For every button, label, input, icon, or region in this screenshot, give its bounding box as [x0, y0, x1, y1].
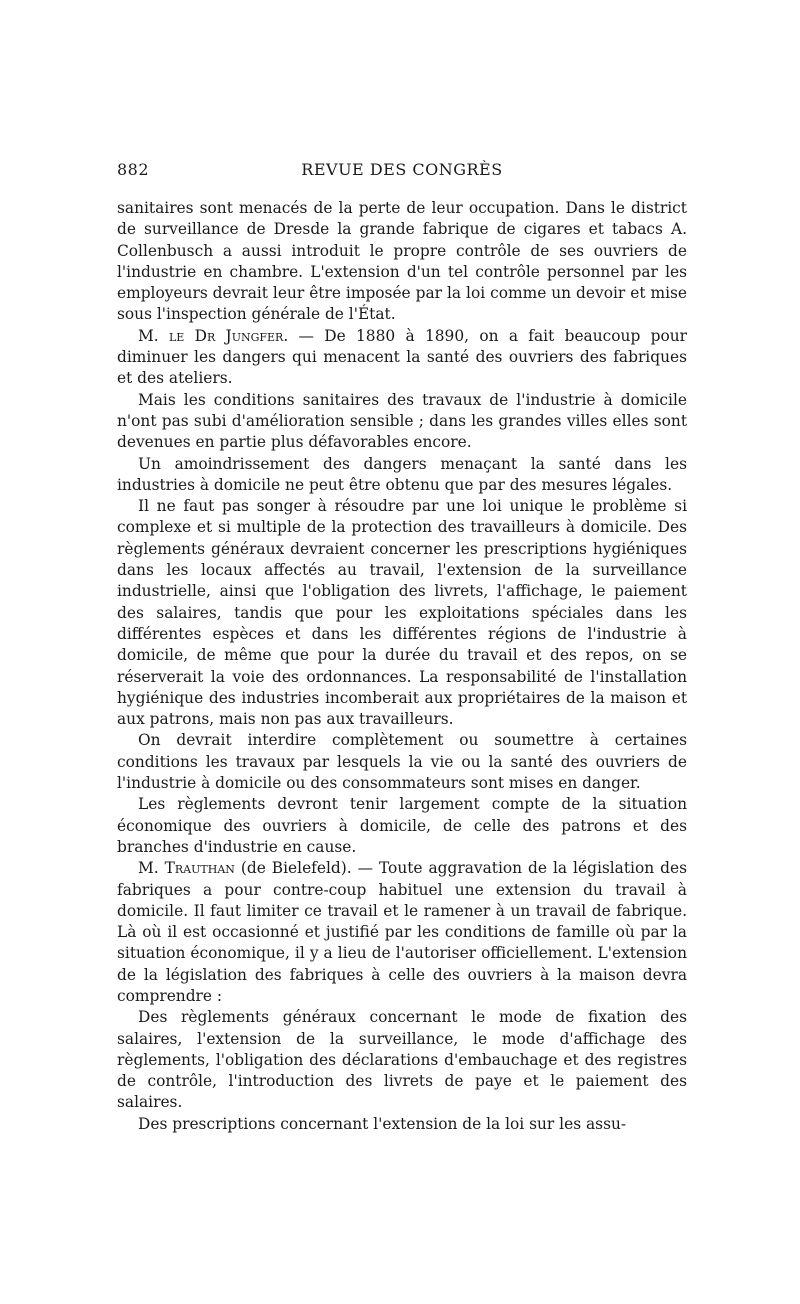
body-text	[117, 198, 687, 1135]
paragraph: M. le Dr Jungfer. — De 1880 à 1890, on a fait beaucoup pour diminuer les dangers qui menacent la santé des ouvriers des fabriques et des ateliers.	[117, 326, 687, 388]
speaker-name: M. le Dr Jungfer.	[138, 326, 289, 345]
page-number: 882	[117, 160, 150, 179]
running-header	[117, 160, 687, 182]
paragraph: M. Trauthan (de Bielefeld). — Toute aggravation de la législation des fabriques a pour contre-coup habituel une extension du travail à domicile. Il faut limiter ce travail et le ramener à un travail de fabrique. Là où il est occasionné et justifié par les conditions de famille où par la situation économique, il y a lieu de l'autoriser officiellement. L'extension de la législation des fabriques à celle des ouvriers à la maison devra comprendre :	[117, 859, 687, 1005]
paragraph: Des règlements généraux concernant le mode de fixation des salaires, l'extension de la surveillance, le mode d'affichage des règlements, l'obligation des déclarations d'embauchage et des registres de contrôle, l'introduction des livrets de paye et le paiement des salaires.	[117, 1008, 687, 1112]
paragraph: Des prescriptions concernant l'extension de la loi sur les assu-	[138, 1114, 627, 1133]
paragraph: Il ne faut pas songer à résoudre par une loi unique le problème si complexe et si multiple de la protection des travailleurs à domicile. Des règlements généraux devraient concerner les prescriptions hygiéniques dans les locaux affectés au travail, l'extension de la surveillance industrielle, ainsi que l'obligation des livrets, l'affichage, le paiement des salaires, tandis que pour les exploitations spéciales dans les différentes espèces et dans les différentes régions de l'industrie à domicile, de même que pour la durée du travail et des repos, on se réserverait la voie des ordonnances. La responsabilité de l'installation hygiénique des industries incomberait aux propriétaires de la maison et aux patrons, mais non pas aux travailleurs.	[117, 497, 687, 729]
paragraph: Mais les conditions sanitaires des travaux de l'industrie à domicile n'ont pas subi d'amélioration sensible ; dans les grandes villes elles sont devenues en partie plus défavorables encore.	[117, 390, 687, 452]
paragraph: On devrait interdire complètement ou soumettre à certaines conditions les travaux par lesquels la vie ou la santé des ouvriers de l'industrie à domicile ou des consommateurs sont mises en danger.	[117, 731, 687, 793]
paragraph: Un amoindrissement des dangers menaçant la santé dans les industries à domicile ne peut être obtenu que par des mesures légales.	[117, 454, 687, 494]
paragraph: Les règlements devront tenir largement compte de la situation économique des ouvriers à domicile, de celle des patrons et des branches d'industrie en cause.	[117, 795, 687, 856]
paragraph: sanitaires sont menacés de la perte de leur occupation. Dans le district de surveillance de Dresde la grande fabrique de cigares et tabacs A. Collenbusch a aussi introduit le propre contrôle de ses ouvriers de l'industrie en chambre. L'extension d'un tel contrôle personnel par les employeurs devrait leur être imposée par la loi comme un devoir et mise sous l'inspection générale de l'État.	[117, 199, 687, 324]
running-title: REVUE DES CONGRÈS	[301, 160, 503, 179]
speaker-name: M. Trauthan	[138, 859, 235, 878]
